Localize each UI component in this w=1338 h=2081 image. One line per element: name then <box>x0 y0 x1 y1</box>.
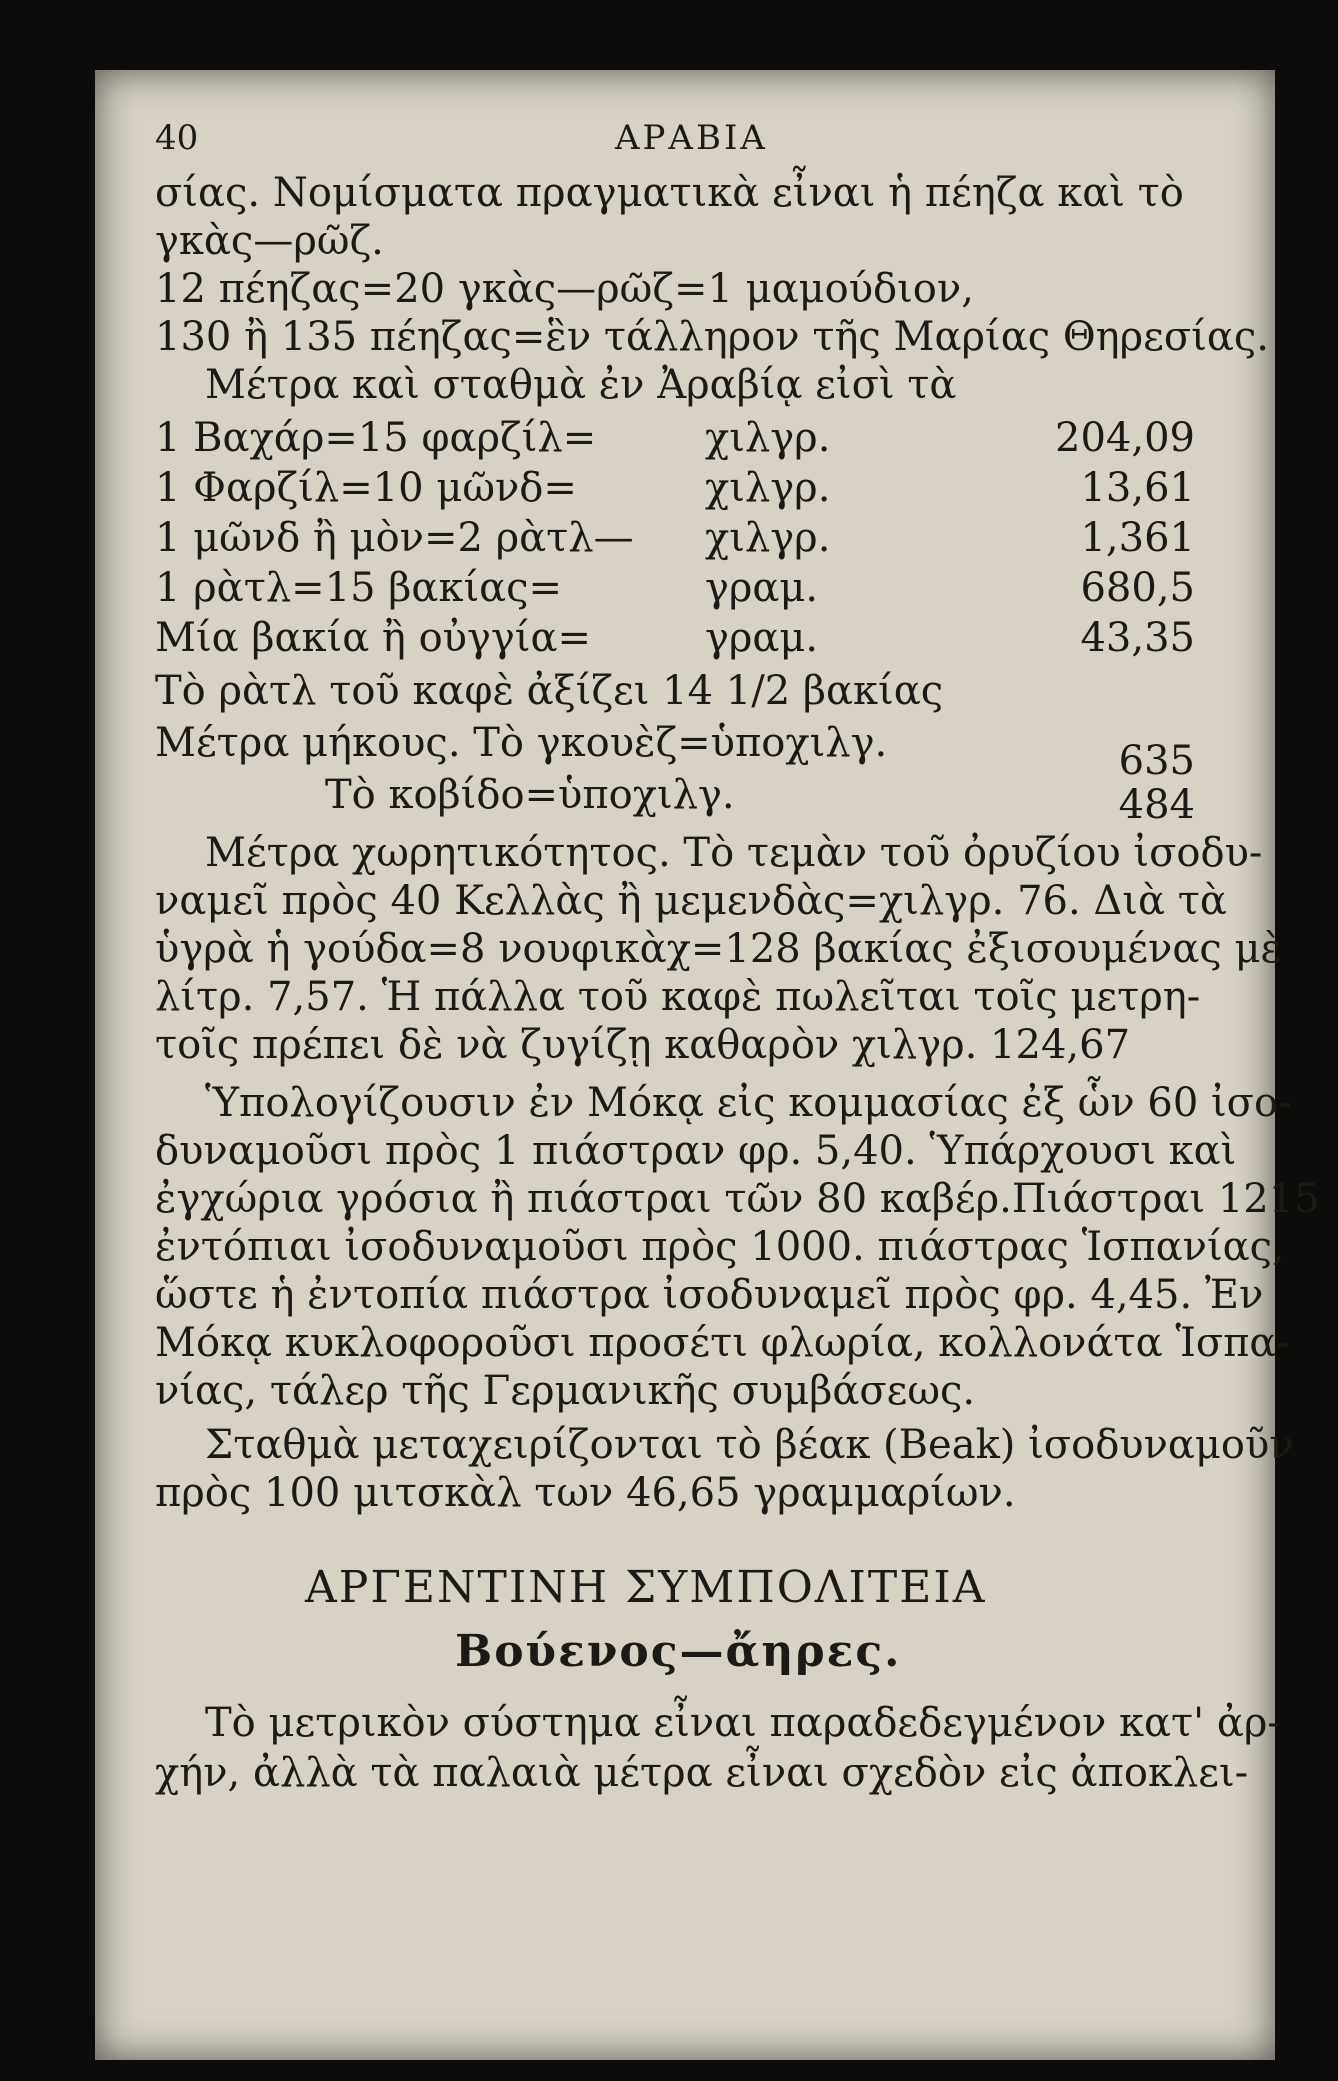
measure-value: 13,61 <box>1080 465 1195 511</box>
paragraph-line: ὑγρὰ ἡ γούδα=8 νουφικὰχ=128 βακίας ἐξισουμένας μὲ <box>155 926 1282 972</box>
measure-value: 680,5 <box>1080 565 1195 611</box>
measure-name: Μία βακία ἢ οὐγγία= <box>155 615 592 661</box>
paragraph-line: ἐντόπιαι ἰσοδυναμοῦσι πρὸς 1000. πιάστρας Ἱσπανίας, <box>155 1224 1285 1270</box>
text-line: σίας. Νομίσματα πραγματικὰ εἶναι ἡ πέηζα καὶ τὸ <box>155 170 1184 216</box>
paragraph-line: Μόκᾳ κυκλοφοροῦσι προσέτι φλωρία, κολλονάτα Ἱσπα- <box>155 1320 1290 1366</box>
paragraph-line: νίας, τάλερ τῆς Γερμανικῆς συμβάσεως. <box>155 1368 976 1414</box>
text-line: 130 ἢ 135 πέηζας=ἓν τάλληρον τῆς Μαρίας Θηρεσίας. <box>155 314 1269 360</box>
measure-unit: χιλγρ. <box>705 465 831 511</box>
text-line: Τὸ ρὰτλ τοῦ καφὲ ἀξίζει 14 1/2 βακίας <box>155 668 944 714</box>
paragraph-line: Σταθμὰ μεταχειρίζονται τὸ βέακ (Beak) ἰσοδυναμοῦν <box>205 1422 1294 1468</box>
text-line: 12 πέηζας=20 γκὰς—ρῶζ=1 μαμούδιον, <box>155 266 974 312</box>
length-measure-name: Μέτρα μήκους. Τὸ γκουὲζ=ὑποχιλγ. <box>155 720 888 766</box>
closing-line: Τὸ μετρικὸν σύστημα εἶναι παραδεδεγμένον κατ' ἀρ- <box>205 1700 1281 1746</box>
measure-unit: γραμ. <box>705 565 819 611</box>
measure-name: 1 μῶνδ ἢ μὸν=2 ρὰτλ— <box>155 515 634 561</box>
measure-name: 1 Φαρζίλ=10 μῶνδ= <box>155 465 577 511</box>
measure-unit: γραμ. <box>705 615 819 661</box>
measure-value: 204,09 <box>1055 415 1195 461</box>
measure-unit: χιλγρ. <box>705 515 831 561</box>
running-title: ΑΡΑΒΙΑ <box>615 118 768 158</box>
measure-name: 1 ρὰτλ=15 βακίας= <box>155 565 563 611</box>
measure-name: 1 Βαχάρ=15 φαρζίλ= <box>155 415 597 461</box>
measure-unit: χιλγρ. <box>705 415 831 461</box>
measure-value: 43,35 <box>1080 615 1195 661</box>
length-measure-value: 635 <box>1118 738 1195 784</box>
paragraph-line: τοῖς πρέπει δὲ νὰ ζυγίζῃ καθαρὸν χιλγρ. 124,67 <box>155 1022 1131 1068</box>
closing-line: χήν, ἀλλὰ τὰ παλαιὰ μέτρα εἶναι σχεδὸν εἰς ἀποκλει- <box>155 1750 1249 1796</box>
paragraph-line: Μέτρα χωρητικότητος. Τὸ τεμὰν τοῦ ὀρυζίου ἰσοδυ- <box>205 830 1263 876</box>
measure-value: 1,361 <box>1080 515 1195 561</box>
section-title: ΑΡΓΕΝΤΙΝΗ ΣΥΜΠΟΛΙΤΕΙΑ <box>305 1562 987 1613</box>
section-subtitle: Βούενος—ἄηρες. <box>455 1626 902 1677</box>
paragraph-line: δυναμοῦσι πρὸς 1 πιάστραν φρ. 5,40. Ὑπάρχουσι καὶ <box>155 1128 1237 1174</box>
paragraph-line: ἐγχώρια γρόσια ἢ πιάστραι τῶν 80 καβέρ.Πιάστραι 1215 <box>155 1176 1320 1222</box>
text-line: γκὰς—ρῶζ. <box>155 218 384 264</box>
length-measure-name: Τὸ κοβίδο=ὑποχιλγ. <box>325 772 735 818</box>
length-measure-value: 484 <box>1118 782 1195 828</box>
paragraph-line: ὥστε ἡ ἐντοπία πιάστρα ἰσοδυναμεῖ πρὸς φρ. 4,45. Ἐν <box>155 1272 1264 1318</box>
paragraph-line: λίτρ. 7,57. Ἡ πάλλα τοῦ καφὲ πωλεῖται τοῖς μετρη- <box>155 974 1201 1020</box>
text-line: Μέτρα καὶ σταθμὰ ἐν Ἀραβίᾳ εἰσὶ τὰ <box>205 362 957 408</box>
paragraph-line: πρὸς 100 μιτσκὰλ των 46,65 γραμμαρίων. <box>155 1470 1016 1516</box>
book-page <box>95 70 1320 2060</box>
paragraph-line: Ὑπολογίζουσιν ἐν Μόκᾳ εἰς κομμασίας ἐξ ὧν 60 ἰσο- <box>205 1080 1292 1126</box>
paragraph-line: ναμεῖ πρὸς 40 Κελλὰς ἢ μεμενδὰς=χιλγρ. 76. Διὰ τὰ <box>155 878 1227 924</box>
page-number: 40 <box>155 118 199 158</box>
